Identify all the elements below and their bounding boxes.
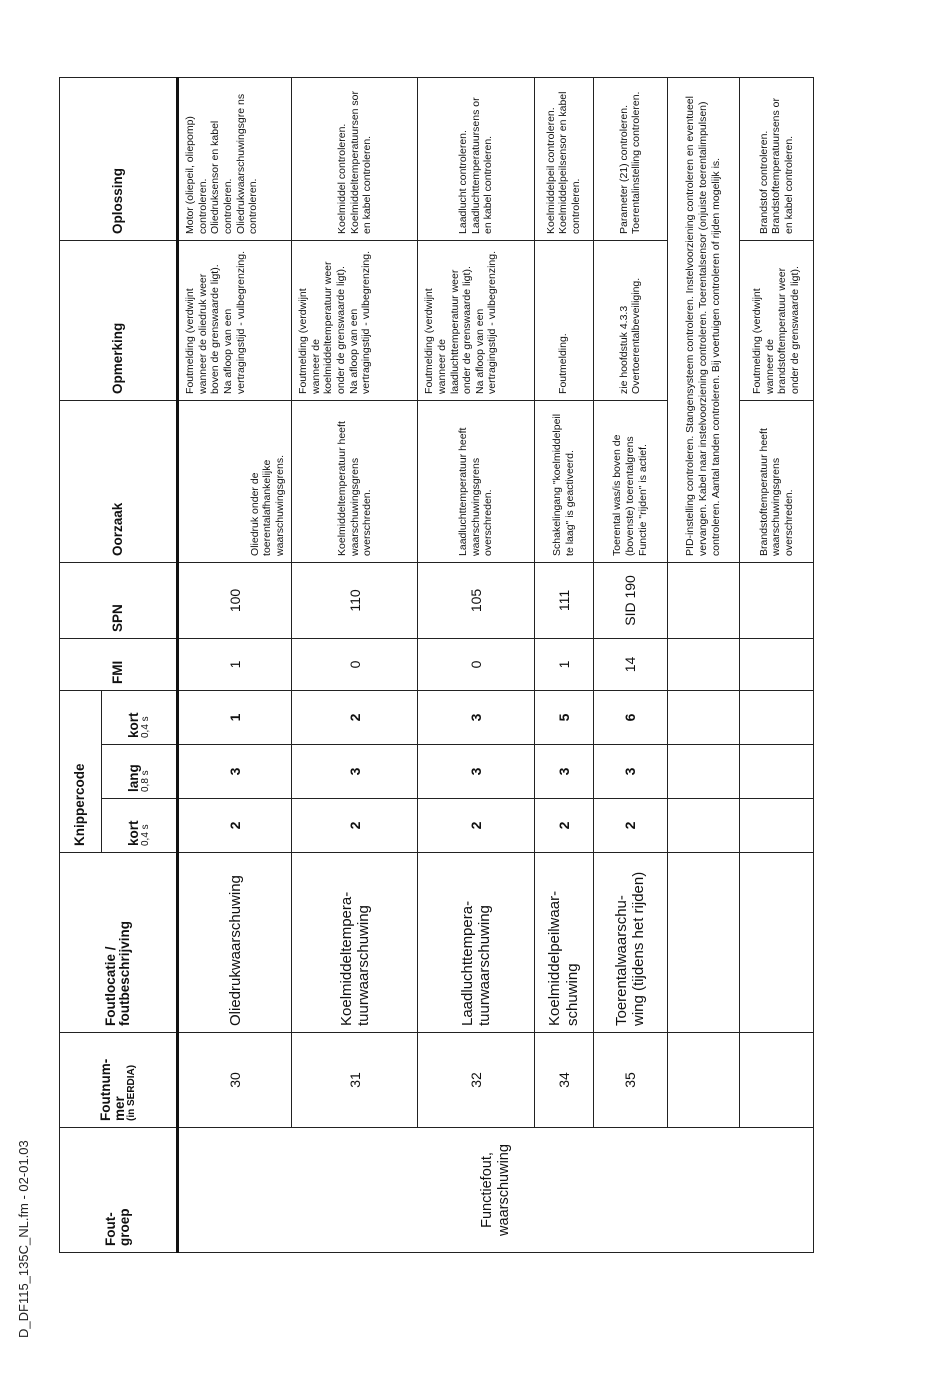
header-short1-time: 0,4 s <box>139 824 151 846</box>
row-number: 31 <box>292 1033 418 1128</box>
row-long: 3 <box>178 745 292 799</box>
header-short2 <box>102 690 178 744</box>
empty-cell <box>667 562 739 638</box>
empty-cell <box>667 1033 739 1128</box>
row-fmi: 1 <box>178 638 292 690</box>
empty-cell <box>739 745 813 799</box>
row-spn: 105 <box>418 562 534 638</box>
table-row <box>667 77 739 1252</box>
row-long: 3 <box>534 745 593 799</box>
row-short2: 5 <box>534 690 593 744</box>
empty-cell <box>667 638 739 690</box>
empty-cell <box>667 853 739 1033</box>
table-row <box>534 77 593 1252</box>
row-cause: Oliedruk onder de toerentalafhankelijke waarschuwingsgrens. <box>178 400 292 562</box>
header-number-label: Foutnum- mer <box>97 1058 127 1121</box>
row-number: 30 <box>178 1033 292 1128</box>
table-row <box>593 77 667 1252</box>
row-solution: Koelmiddelpeil controleren. Koelmiddelpeilsensor en kabel controleren. <box>534 77 593 240</box>
error-code-table <box>59 77 814 1253</box>
row-remark: Foutmelding (verdwijnt wanneer de koelmiddeltemperatuur weer onder de grenswaarde ligt). Na afloop van een vertragingstijd - vulbegrenzing. <box>292 240 418 400</box>
empty-cell <box>667 745 739 799</box>
header-short2-time: 0,4 s <box>139 716 151 738</box>
row-cause: Koelmiddeltemperatuur heeft waarschuwingsgrens overschreden. <box>292 400 418 562</box>
row-short1: 2 <box>292 799 418 853</box>
row-spn: SID 190 <box>593 562 667 638</box>
file-label: D_DF115_135C_NL.fm - 02-01.03 <box>16 1140 31 1338</box>
row-short2: 3 <box>418 690 534 744</box>
empty-cell <box>739 1033 813 1128</box>
row-short2: 2 <box>292 690 418 744</box>
table-row <box>292 77 418 1252</box>
empty-cell <box>667 690 739 744</box>
row-short1: 2 <box>593 799 667 853</box>
error-table-sheet <box>59 78 814 1253</box>
header-short2-label: kort <box>125 712 141 738</box>
header-number-sub: (in SERDIA) <box>125 1064 137 1121</box>
header-remark: Opmerking <box>60 240 178 400</box>
row-solution: Brandstof controleren. Brandstoftemperatuursens or en kabel controleren. <box>739 77 813 240</box>
row-number: 32 <box>418 1033 534 1128</box>
header-row-1 <box>60 77 102 1252</box>
empty-cell <box>667 799 739 853</box>
header-spn: SPN <box>60 562 178 638</box>
header-group <box>60 1128 178 1253</box>
header-solution: Oplossing <box>60 77 178 240</box>
row-remark: Foutmelding (verdwijnt wanneer de brandstoftemperatuur weer onder de grenswaarde ligt). <box>739 240 813 400</box>
empty-cell <box>739 853 813 1033</box>
row-number: 35 <box>593 1033 667 1128</box>
row-remark: Foutmelding (verdwijnt wanneer de laadluchttemperatuur weer onder de grenswaarde ligt). Na afloop van een vertragingstijd - vulbegrenzing. <box>418 240 534 400</box>
header-cause: Oorzaak <box>60 400 178 562</box>
header-long-label: lang <box>125 764 141 792</box>
row-spn: 110 <box>292 562 418 638</box>
header-blink: Knippercode <box>60 690 102 852</box>
row-remark: Foutmelding (verdwijnt wanneer de oliedruk weer boven de grenswaarde ligt). Na afloop van een vertragingstijd - vulbegrenzing. <box>178 240 292 400</box>
header-long-time: 0,8 s <box>139 770 151 792</box>
row-remark: zie hoofdstuk 4.3.3 Overtoerentalbeveiliging. <box>593 240 667 400</box>
row-spn: 100 <box>178 562 292 638</box>
row-short2: 6 <box>593 690 667 744</box>
row-location: Toerentalwaarschu- wing (tijdens het rijden) <box>593 853 667 1033</box>
header-group-label: Fout- groep <box>102 1208 133 1246</box>
table-row <box>739 77 813 1252</box>
row-number: 34 <box>534 1033 593 1128</box>
row-fmi: 1 <box>534 638 593 690</box>
row-fmi: 14 <box>593 638 667 690</box>
empty-cell <box>739 638 813 690</box>
row-cause: Schakelingang "koelmiddelpeil te laag" is geactiveerd. <box>534 400 593 562</box>
table-row <box>418 77 534 1252</box>
header-location-label: Foutlocatie / foutbeschrijving <box>102 920 133 1026</box>
row-short1: 2 <box>418 799 534 853</box>
empty-cell <box>739 799 813 853</box>
row-long: 3 <box>292 745 418 799</box>
empty-cell <box>739 562 813 638</box>
row-cause: Brandstoftemperatuur heeft waarschuwingsgrens overschreden. <box>739 400 813 562</box>
header-location <box>60 853 178 1033</box>
row-spn: 111 <box>534 562 593 638</box>
row-long: 3 <box>418 745 534 799</box>
group-cell <box>178 1128 814 1253</box>
row-solution: Motor (oliepeil, oliepomp) controleren. Oliedruksensor en kabel controleren. Oliedrukwaarschuwingsgre ns controleren. <box>178 77 292 240</box>
header-short1 <box>102 799 178 853</box>
header-fmi: FMI <box>60 638 178 690</box>
row-remark: Foutmelding. <box>534 240 593 400</box>
row-short2: 1 <box>178 690 292 744</box>
header-long <box>102 745 178 799</box>
empty-cell <box>739 690 813 744</box>
row-fmi: 0 <box>418 638 534 690</box>
table-row <box>178 77 292 1252</box>
row-location: Laadluchttempera- tuurwaarschuwing <box>418 853 534 1033</box>
header-number <box>60 1033 178 1128</box>
row-cause: Laadluchttemperatuur heeft waarschuwingsgrens overschreden. <box>418 400 534 562</box>
row-solution: Koelmiddel controleren. Koelmiddeltemperatuursen sor en kabel controleren. <box>292 77 418 240</box>
row-fmi: 0 <box>292 638 418 690</box>
row-short1: 2 <box>178 799 292 853</box>
row-location: Oliedrukwaarschuwing <box>178 853 292 1033</box>
row-solution: Laadlucht controleren. Laadluchttemperatuursens or en kabel controleren. <box>418 77 534 240</box>
row-solution: Parameter (21) controleren. Toerentalinstelling controleren. <box>593 77 667 240</box>
row-location: Koelmiddelpeilwaar- schuwing <box>534 853 593 1033</box>
merged-instruction-cell: PID-instelling controleren. Stangensysteem controleren. Instelvoorziening controleren en eventueel vervangen. Kabel naar instelvoorziening controleren. Toerentalsensor (onjuiste toerentalimpulsen) controleren. Aantal tanden controleren. Bij voertuigen controleren of rijden mogelijk is. <box>667 77 739 562</box>
row-cause: Toerental was/is boven de (bovenste) toerentalgrens Functie "rijden" is actief. <box>593 400 667 562</box>
header-short1-label: kort <box>125 820 141 846</box>
row-short1: 2 <box>534 799 593 853</box>
row-location: Koelmiddeltempera- tuurwaarschuwing <box>292 853 418 1033</box>
row-long: 3 <box>593 745 667 799</box>
group-label: Functiefout, waarschuwing <box>478 1144 513 1236</box>
